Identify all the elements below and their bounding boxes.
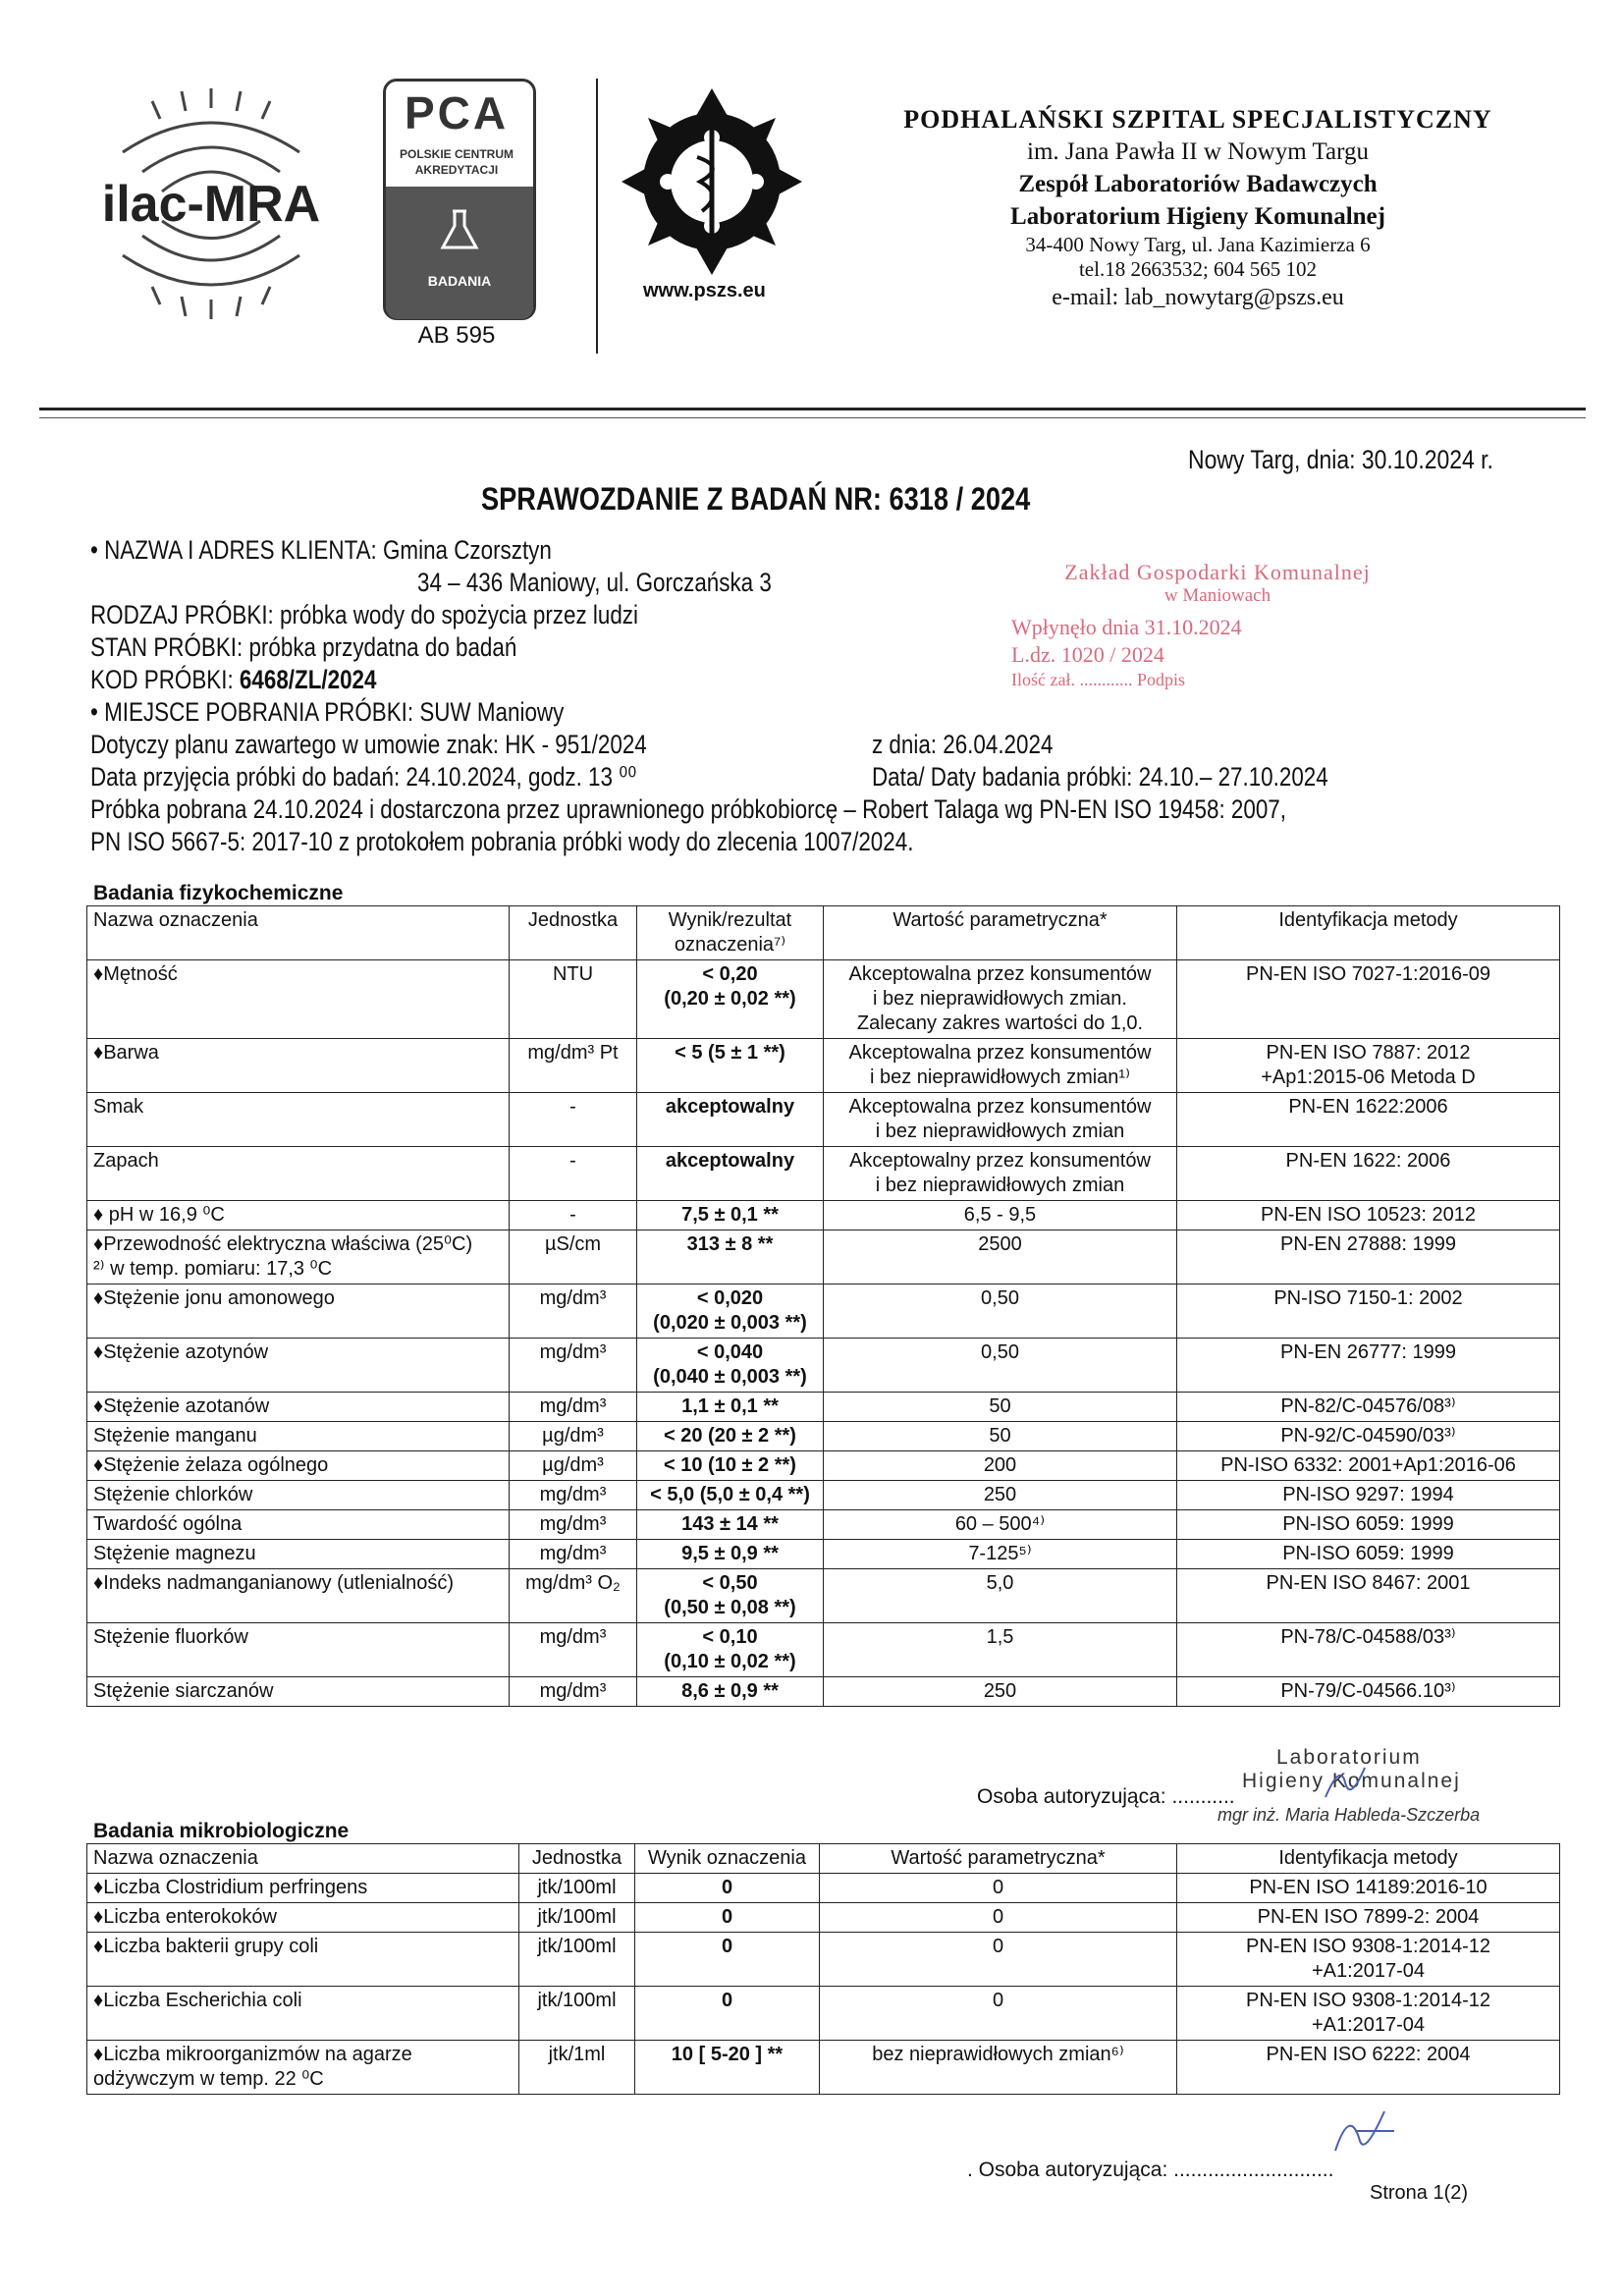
- table-row: [87, 1677, 1560, 1707]
- col-header-param: Wartość parametryczna*: [824, 906, 1177, 960]
- received-date: Data przyjęcia próbki do badań: 24.10.2024, godz. 13 ⁰⁰: [90, 762, 637, 792]
- cell-name: ♦ pH w 16,9 ⁰C: [87, 1201, 510, 1230]
- cell-method: PN-EN ISO 8467: 2001: [1177, 1569, 1560, 1623]
- cell-method: PN-ISO 7150-1: 2002: [1177, 1285, 1560, 1339]
- authorizer-label-1: Osoba autoryzująca: ...........: [977, 1785, 1235, 1808]
- pca-logo: PCA POLSKIE CENTRUM AKREDYTACJI BADANIA AB 595: [373, 69, 540, 354]
- cell-result: 1,1 ± 0,1 **: [637, 1393, 824, 1422]
- authorizer-label-2: . Osoba autoryzująca: ............................: [967, 2159, 1334, 2181]
- table-row: [87, 1422, 1560, 1451]
- sample-code: KOD PRÓBKI: 6468/ZL/2024: [90, 665, 377, 694]
- table-row: [87, 1230, 1560, 1285]
- lab-stamp-line1: Laboratorium: [1276, 1746, 1422, 1769]
- cell-method: PN-EN 26777: 1999: [1177, 1339, 1560, 1393]
- cell-param: 0: [820, 1903, 1177, 1933]
- hospital-emblem: [614, 79, 810, 290]
- micro-section-title: Badania mikrobiologiczne: [93, 1820, 350, 1842]
- cell-unit: jtk/100ml: [519, 1874, 635, 1903]
- receipt-stamp: Zakład Gospodarki Komunalnej w Maniowach Wpłynęło dnia 31.10.2024 L.dz. 1020 / 2024 Ilość zał. ............ Podpis: [1011, 560, 1371, 689]
- cell-result: < 20 (20 ± 2 **): [637, 1422, 824, 1451]
- table-row: [87, 2041, 1560, 2095]
- cell-name: Stężenie fluorków: [87, 1623, 510, 1677]
- cell-result: < 0,50 (0,50 ± 0,08 **): [637, 1569, 824, 1623]
- cell-unit: jtk/1ml: [519, 2041, 635, 2095]
- cell-method: PN-EN 1622: 2006: [1177, 1147, 1560, 1201]
- cell-method: PN-EN ISO 7887: 2012 +Ap1:2015-06 Metoda D: [1177, 1039, 1560, 1093]
- signature-2: [1325, 2102, 1404, 2165]
- header-divider: [596, 79, 598, 354]
- header-rule-thin: [39, 417, 1586, 418]
- cell-param: Akceptowalny przez konsumentów i bez nieprawidłowych zmian: [824, 1147, 1177, 1201]
- table-row: [87, 1147, 1560, 1201]
- cell-method: PN-EN ISO 9308-1:2014-12 +A1:2017-04: [1177, 1933, 1560, 1987]
- cell-unit: mg/dm³: [510, 1339, 637, 1393]
- cell-result: akceptowalny: [637, 1147, 824, 1201]
- cell-param: 250: [824, 1677, 1177, 1707]
- flask-icon: [435, 206, 484, 260]
- sampling-place: • MIEJSCE POBRANIA PRÓBKI: SUW Maniowy: [90, 697, 565, 727]
- table-row: [87, 1451, 1560, 1481]
- cell-param: 6,5 - 9,5: [824, 1201, 1177, 1230]
- cell-unit: NTU: [510, 960, 637, 1039]
- cell-param: 0: [820, 1933, 1177, 1987]
- cell-unit: mg/dm³: [510, 1623, 637, 1677]
- cell-param: 1,5: [824, 1623, 1177, 1677]
- hospital-address: PODHALAŃSKI SZPITAL SPECJALISTYCZNY im. Jana Pawła II w Nowym Targu Zespół Laboratoriów Badawczych Laboratorium Higieny Komunalnej 34-400 Nowy Targ, ul. Jana Kazimierza 6 tel.18 2663532; 604 565 102 e-mail: lab_nowytarg@pszs.eu: [903, 105, 1492, 310]
- cell-unit: µS/cm: [510, 1230, 637, 1285]
- cell-method: PN-EN 1622:2006: [1177, 1093, 1560, 1147]
- table-row: [87, 1093, 1560, 1147]
- cell-result: 143 ± 14 **: [637, 1510, 824, 1540]
- cell-unit: mg/dm³: [510, 1510, 637, 1540]
- cell-method: PN-ISO 6059: 1999: [1177, 1540, 1560, 1569]
- cell-param: 0,50: [824, 1339, 1177, 1393]
- cell-unit: jtk/100ml: [519, 1903, 635, 1933]
- col-header-unit: Jednostka: [519, 1844, 635, 1874]
- cell-name: Stężenie manganu: [87, 1422, 510, 1451]
- table-header-row: [87, 906, 1560, 960]
- cell-name: ♦Liczba Clostridium perfringens: [87, 1874, 519, 1903]
- cell-result: < 0,10 (0,10 ± 0,02 **): [637, 1623, 824, 1677]
- cell-param: bez nieprawidłowych zmian⁶⁾: [820, 2041, 1177, 2095]
- cell-unit: mg/dm³: [510, 1393, 637, 1422]
- cell-unit: mg/dm³: [510, 1540, 637, 1569]
- col-header-name: Nazwa oznaczenia: [87, 906, 510, 960]
- sample-type: RODZAJ PRÓBKI: próbka wody do spożycia przez ludzi: [90, 600, 638, 629]
- plan-ref: Dotyczy planu zawartego w umowie znak: HK - 951/2024: [90, 730, 647, 759]
- table-row: [87, 1510, 1560, 1540]
- cell-result: < 0,040 (0,040 ± 0,003 **): [637, 1339, 824, 1393]
- cell-unit: µg/dm³: [510, 1451, 637, 1481]
- col-header-result: Wynik oznaczenia: [635, 1844, 820, 1874]
- test-dates: Data/ Daty badania próbki: 24.10.– 27.10.2024: [872, 762, 1328, 792]
- table-row: [87, 1393, 1560, 1422]
- table-row: [87, 1623, 1560, 1677]
- cell-unit: mg/dm³ Pt: [510, 1039, 637, 1093]
- cell-name: ♦Liczba Escherichia coli: [87, 1987, 519, 2041]
- cell-result: 7,5 ± 0,1 **: [637, 1201, 824, 1230]
- col-header-name: Nazwa oznaczenia: [87, 1844, 519, 1874]
- cell-method: PN-EN ISO 7899-2: 2004: [1177, 1903, 1560, 1933]
- ilac-mra-logo: [83, 83, 339, 324]
- cell-unit: mg/dm³: [510, 1481, 637, 1510]
- table-row: [87, 1933, 1560, 1987]
- cell-param: Akceptowalna przez konsumentów i bez nieprawidłowych zmian: [824, 1093, 1177, 1147]
- cell-method: PN-EN 27888: 1999: [1177, 1230, 1560, 1285]
- cell-method: PN-EN ISO 7027-1:2016-09: [1177, 960, 1560, 1039]
- cell-param: 0: [820, 1874, 1177, 1903]
- website: www.pszs.eu: [643, 280, 766, 301]
- cell-param: 5,0: [824, 1569, 1177, 1623]
- table-row: [87, 1903, 1560, 1933]
- cell-method: PN-ISO 9297: 1994: [1177, 1481, 1560, 1510]
- signature-1: [1321, 1763, 1370, 1807]
- cell-param: 50: [824, 1393, 1177, 1422]
- table-row: [87, 1569, 1560, 1623]
- table-row: [87, 1987, 1560, 2041]
- physchem-section-title: Badania fizykochemiczne: [93, 882, 344, 904]
- cell-name: Stężenie chlorków: [87, 1481, 510, 1510]
- cell-method: PN-79/C-04566.10³⁾: [1177, 1677, 1560, 1707]
- cell-result: < 10 (10 ± 2 **): [637, 1451, 824, 1481]
- table-row: [87, 1039, 1560, 1093]
- cell-name: Stężenie siarczanów: [87, 1677, 510, 1707]
- cell-param: 250: [824, 1481, 1177, 1510]
- cell-param: 2500: [824, 1230, 1177, 1285]
- cell-result: < 5 (5 ± 1 **): [637, 1039, 824, 1093]
- sampling-info-2: PN ISO 5667-5: 2017-10 z protokołem pobrania próbki wody do zlecenia 1007/2024.: [90, 827, 914, 856]
- cell-param: 50: [824, 1422, 1177, 1451]
- cell-result: 313 ± 8 **: [637, 1230, 824, 1285]
- report-title: SPRAWOZDANIE Z BADAŃ NR: 6318 / 2024: [481, 481, 1031, 517]
- physchem-table: [86, 905, 1560, 1707]
- cell-result: < 0,20 (0,20 ± 0,02 **): [637, 960, 824, 1039]
- col-header-result: Wynik/rezultat oznaczenia⁷⁾: [637, 906, 824, 960]
- cell-method: PN-EN ISO 14189:2016-10: [1177, 1874, 1560, 1903]
- cell-unit: jtk/100ml: [519, 1987, 635, 2041]
- col-header-param: Wartość parametryczna*: [820, 1844, 1177, 1874]
- cell-name: Zapach: [87, 1147, 510, 1201]
- cell-result: 0: [635, 1933, 820, 1987]
- table-row: [87, 1481, 1560, 1510]
- cell-unit: µg/dm³: [510, 1422, 637, 1451]
- cell-name: Stężenie magnezu: [87, 1540, 510, 1569]
- col-header-method: Identyfikacja metody: [1177, 1844, 1560, 1874]
- plan-date: z dnia: 26.04.2024: [872, 730, 1054, 759]
- cell-result: 0: [635, 1874, 820, 1903]
- table-row: [87, 1201, 1560, 1230]
- client-address: 34 – 436 Maniowy, ul. Gorczańska 3: [417, 568, 772, 597]
- cell-result: akceptowalny: [637, 1093, 824, 1147]
- cell-unit: -: [510, 1093, 637, 1147]
- cell-method: PN-EN ISO 10523: 2012: [1177, 1201, 1560, 1230]
- cell-method: PN-92/C-04590/03³⁾: [1177, 1422, 1560, 1451]
- col-header-method: Identyfikacja metody: [1177, 906, 1560, 960]
- cell-param: 0: [820, 1987, 1177, 2041]
- cell-result: 8,6 ± 0,9 **: [637, 1677, 824, 1707]
- cell-name: ♦Barwa: [87, 1039, 510, 1093]
- cell-result: 0: [635, 1987, 820, 2041]
- cell-param: 7-125⁵⁾: [824, 1540, 1177, 1569]
- cell-param: 60 – 500⁴⁾: [824, 1510, 1177, 1540]
- table-header-row: [87, 1844, 1560, 1874]
- table-row: [87, 1874, 1560, 1903]
- table-row: [87, 1540, 1560, 1569]
- cell-unit: jtk/100ml: [519, 1933, 635, 1987]
- cell-name: ♦Stężenie jonu amonowego: [87, 1285, 510, 1339]
- svg-text:ilac-MRA: ilac-MRA: [101, 176, 321, 233]
- cell-unit: mg/dm³: [510, 1677, 637, 1707]
- sample-state: STAN PRÓBKI: próbka przydatna do badań: [90, 632, 517, 662]
- cell-name: ♦Stężenie azotynów: [87, 1339, 510, 1393]
- cell-name: ♦Stężenie azotanów: [87, 1393, 510, 1422]
- cell-method: PN-EN ISO 6222: 2004: [1177, 2041, 1560, 2095]
- cell-result: 0: [635, 1903, 820, 1933]
- table-row: [87, 1285, 1560, 1339]
- lab-stamp-line2: Higieny Komunalnej: [1242, 1770, 1461, 1792]
- cell-name: ♦Indeks nadmanganianowy (utlenialność): [87, 1569, 510, 1623]
- cell-method: PN-ISO 6332: 2001+Ap1:2016-06: [1177, 1451, 1560, 1481]
- cell-param: 200: [824, 1451, 1177, 1481]
- cell-unit: mg/dm³: [510, 1285, 637, 1339]
- cell-result: 9,5 ± 0,9 **: [637, 1540, 824, 1569]
- header-rule: [39, 408, 1586, 410]
- micro-table: [86, 1843, 1560, 2095]
- page-number: Strona 1(2): [1370, 2182, 1469, 2204]
- cell-result: 10 [ 5-20 ] **: [635, 2041, 820, 2095]
- sampling-info-1: Próbka pobrana 24.10.2024 i dostarczona przez uprawnionego próbkobiorcę – Robert Talaga wg PN-EN ISO 19458: 2007,: [90, 794, 1286, 824]
- table-row: [87, 1339, 1560, 1393]
- cell-method: PN-82/C-04576/08³⁾: [1177, 1393, 1560, 1422]
- cell-name: ♦Liczba enterokoków: [87, 1903, 519, 1933]
- cell-param: Akceptowalna przez konsumentów i bez nieprawidłowych zmian¹⁾: [824, 1039, 1177, 1093]
- cell-result: < 0,020 (0,020 ± 0,003 **): [637, 1285, 824, 1339]
- cell-name: ♦Liczba bakterii grupy coli: [87, 1933, 519, 1987]
- cell-unit: mg/dm³ O₂: [510, 1569, 637, 1623]
- cell-method: PN-EN ISO 9308-1:2014-12 +A1:2017-04: [1177, 1987, 1560, 2041]
- cell-method: PN-ISO 6059: 1999: [1177, 1510, 1560, 1540]
- cell-result: < 5,0 (5,0 ± 0,4 **): [637, 1481, 824, 1510]
- cell-unit: -: [510, 1201, 637, 1230]
- cell-unit: -: [510, 1147, 637, 1201]
- cell-param: Akceptowalna przez konsumentów i bez nieprawidłowych zmian. Zalecany zakres wartości do 1,0.: [824, 960, 1177, 1039]
- cell-name: Smak: [87, 1093, 510, 1147]
- cell-name: ♦Mętność: [87, 960, 510, 1039]
- cell-name: ♦Stężenie żelaza ogólnego: [87, 1451, 510, 1481]
- cell-name: ♦Liczba mikroorganizmów na agarze odżywczym w temp. 22 ⁰C: [87, 2041, 519, 2095]
- client-name: • NAZWA I ADRES KLIENTA: Gmina Czorsztyn: [90, 535, 552, 565]
- cell-name: ♦Przewodność elektryczna właściwa (25⁰C) ²⁾ w temp. pomiaru: 17,3 ⁰C: [87, 1230, 510, 1285]
- lab-stamp-line3: mgr inż. Maria Hableda-Szczerba: [1217, 1805, 1481, 1825]
- cell-method: PN-78/C-04588/03³⁾: [1177, 1623, 1560, 1677]
- col-header-unit: Jednostka: [510, 906, 637, 960]
- cell-name: Twardość ogólna: [87, 1510, 510, 1540]
- report-date: Nowy Targ, dnia: 30.10.2024 r.: [1188, 445, 1493, 474]
- cell-param: 0,50: [824, 1285, 1177, 1339]
- table-row: [87, 960, 1560, 1039]
